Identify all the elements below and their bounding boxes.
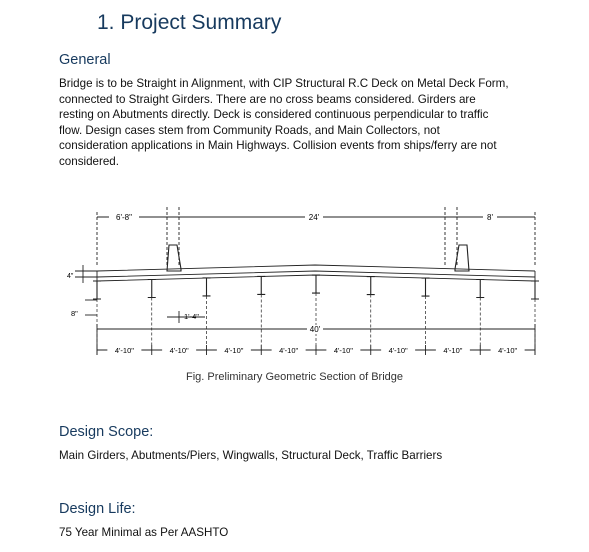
dim-center-label: 24' (308, 213, 320, 222)
dim-depth-top-label: 4" (67, 273, 74, 280)
general-line: flow. Design cases stem from Community Roads, and Main Collectors, not (59, 123, 440, 137)
page-title: 1. Project Summary (97, 11, 282, 34)
girder-spacing-label: 4'-10" (169, 346, 189, 355)
dim-overhang-label: 1'-4" (184, 312, 199, 321)
design-scope-text: Main Girders, Abutments/Piers, Wingwalls, Structural Deck, Traffic Barriers (59, 449, 443, 462)
general-line: connected to Straight Girders. There are no cross beams considered. Girders are (59, 92, 476, 106)
design-life-text: 75 Year Minimal as Per AASHTO (59, 526, 229, 539)
girder (422, 278, 430, 296)
girder-spacing-label: 4'-10" (224, 346, 244, 355)
girder-spacing-label: 4'-10" (279, 346, 299, 355)
dim-total-label: 40' (309, 325, 321, 334)
girder (531, 281, 539, 299)
girder-spacing-label: 4'-10" (114, 346, 134, 355)
design-scope-heading: Design Scope: (59, 424, 154, 440)
dim-right-label: 8' (487, 213, 493, 222)
general-paragraph (59, 76, 549, 170)
girder (312, 275, 320, 293)
general-line: resting on Abutments directly. Deck is considered continuous perpendicular to traffic (59, 108, 489, 122)
design-life-heading: Design Life: (59, 501, 136, 517)
bridge-section-drawing (55, 205, 545, 363)
general-line: Bridge is to be Straight in Alignment, with CIP Structural R.C Deck on Metal Deck Form, (59, 77, 509, 90)
general-line: consideration applications in Main Highways. Collision events from ships/ferry are not (59, 139, 497, 153)
girder-spacing-label: 4'-10" (388, 346, 408, 355)
girder (148, 279, 156, 297)
girder-spacing-label: 4'-10" (498, 346, 518, 355)
girder-spacing-label: 4'-10" (333, 346, 353, 355)
general-line: considered. (59, 154, 119, 168)
dim-depth-side-label: 8" (71, 309, 78, 318)
girder (476, 280, 484, 298)
girder (367, 277, 375, 295)
dim-left-label: 6'-8" (116, 213, 132, 222)
girder (93, 281, 101, 299)
general-heading: General (59, 52, 111, 68)
figure-caption: Fig. Preliminary Geometric Section of Bridge (185, 371, 404, 383)
girder-spacing-label: 4'-10" (443, 346, 463, 355)
girder (203, 278, 211, 296)
girder (257, 276, 265, 294)
